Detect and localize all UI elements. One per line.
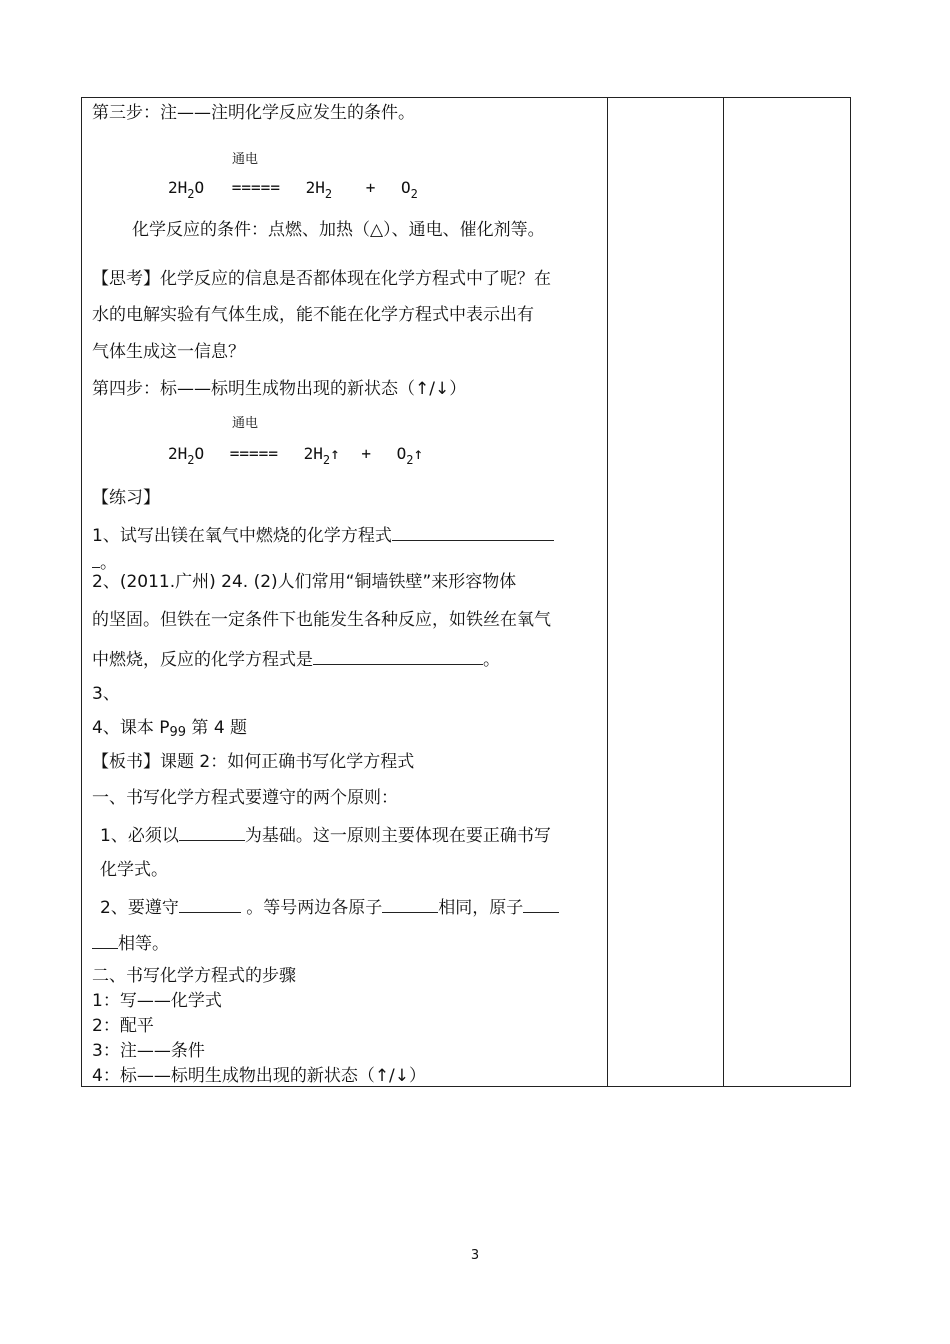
step4-eq-condition: 通电: [232, 416, 259, 431]
board-step-4: 4：标——标明生成物出现的新状态（↑/↓）: [92, 1066, 427, 1086]
column-divider: [607, 98, 608, 1086]
eq-plus: +: [361, 444, 372, 463]
practice-q4: 4、课本 P99 第 4 题: [92, 718, 248, 740]
board-principle-2: 2、要遵守 。等号两边各原子 相同，原子: [100, 896, 559, 918]
step3-equation: [168, 178, 418, 199]
eq-equals: =====: [229, 444, 278, 463]
board-step-1: 1：写——化学式: [92, 991, 222, 1011]
practice-q3: 3、: [92, 684, 120, 704]
answer-blank[interactable]: [523, 896, 559, 913]
think-line-1: 【思考】化学反应的信息是否都体现在化学方程式中了呢？在: [92, 269, 551, 289]
main-content-cell: [82, 98, 607, 1086]
think-line-3: 气体生成这一信息？: [92, 342, 245, 362]
eq-equals: =====: [231, 178, 280, 197]
answer-blank[interactable]: [179, 824, 245, 841]
answer-blank[interactable]: [179, 896, 241, 913]
board-principle-1: 1、必须以 为基础。这一原则主要体现在要正确书写: [100, 826, 551, 846]
lesson-table: [81, 97, 851, 1087]
column-divider: [723, 98, 724, 1086]
board-principle-1-end: 化学式。: [100, 860, 168, 880]
eq-reactant-tail: O: [194, 178, 205, 197]
eq-product1: 2H: [305, 178, 325, 197]
eq-product1-sub: 2: [322, 453, 331, 467]
up-arrow-icon: ↑: [413, 444, 424, 463]
eq-product1: 2H: [303, 444, 323, 463]
eq-reactant-tail: O: [194, 444, 205, 463]
think-line-2: 水的电解实验有气体生成，能不能在化学方程式中表示出有: [92, 305, 534, 325]
eq-reactant: 2H: [168, 178, 188, 197]
page-number: 3: [470, 1248, 480, 1263]
step4-equation: [168, 444, 423, 465]
eq-product1-sub: 2: [324, 187, 333, 201]
practice-q1: 1、试写出镁在氧气中燃烧的化学方程式: [92, 524, 554, 546]
answer-blank[interactable]: [392, 524, 554, 541]
answer-blank[interactable]: [92, 551, 100, 568]
board-step-3: 3：注——条件: [92, 1041, 205, 1061]
eq-plus: +: [365, 178, 376, 197]
answer-blank[interactable]: [382, 896, 438, 913]
eq-product2-sub: 2: [406, 453, 414, 467]
answer-blank[interactable]: [313, 648, 483, 665]
answer-blank[interactable]: [92, 932, 118, 949]
practice-q1-end: 。: [92, 551, 117, 573]
board-heading: 【板书】课题 2：如何正确书写化学方程式: [92, 752, 415, 772]
step3-heading: 第三步：注——注明化学反应发生的条件。: [92, 103, 415, 123]
eq-product2-sub: 2: [410, 187, 418, 201]
practice-q2-line-2: 的坚固。但铁在一定条件下也能发生各种反应，如铁丝在氧气: [92, 610, 551, 630]
eq-reactant-sub: 2: [187, 187, 195, 201]
board-part-1: 一、书写化学方程式要遵守的两个原则：: [92, 788, 398, 808]
practice-q2-line-1: 2、(2011.广州) 24. (2)人们常用“铜墙铁壁”来形容物体: [92, 572, 517, 592]
up-arrow-icon: ↑: [330, 444, 340, 463]
board-part-2: 二、书写化学方程式的步骤: [92, 966, 296, 986]
eq-product2: O: [396, 444, 407, 463]
practice-q2-line-3: 中燃烧，反应的化学方程式是 。: [92, 650, 500, 670]
step4-heading: 第四步：标——标明生成物出现的新状态（↑/↓）: [92, 379, 467, 399]
eq-reactant-sub: 2: [187, 453, 195, 467]
board-principle-2-end: 相等。: [92, 932, 169, 954]
board-step-2: 2：配平: [92, 1016, 154, 1036]
step3-eq-condition: 通电: [232, 152, 259, 167]
eq-reactant: 2H: [168, 444, 188, 463]
practice-heading: 【练习】: [92, 488, 160, 508]
step3-conditions: 化学反应的条件：点燃、加热（△）、通电、催化剂等。: [132, 220, 545, 240]
eq-product2: O: [401, 178, 411, 197]
